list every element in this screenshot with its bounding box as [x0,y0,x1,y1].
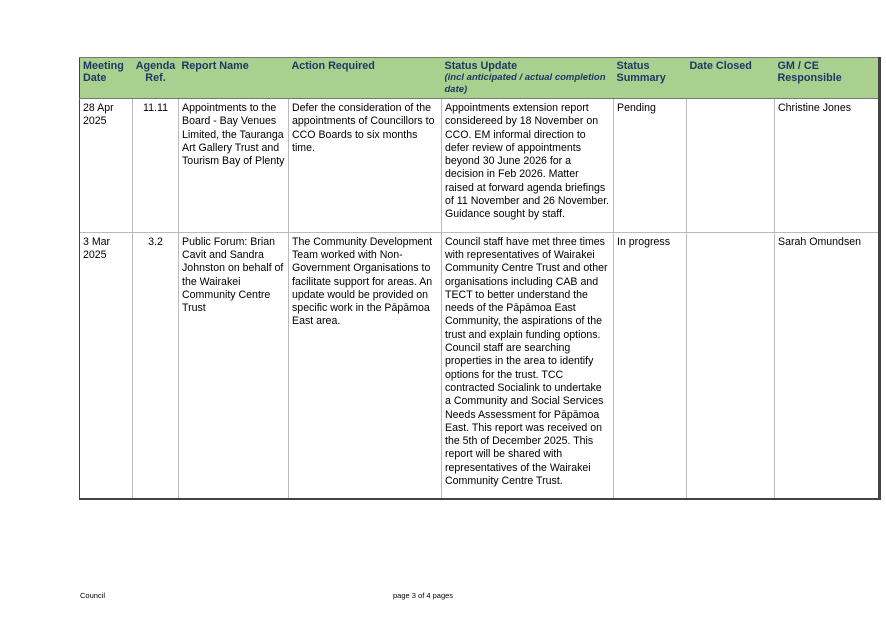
table-header-row [80,58,880,99]
cell-meeting-date: 3 Mar 2025 [80,232,133,499]
cell-status-summary: Pending [614,99,687,233]
cell-action-required: The Community Development Team worked with Non-Government Organisations to facilitate support for areas. An update would be provided on specific work in the Pāpāmoa East area. [289,232,442,499]
cell-gm-ce: Christine Jones [775,99,880,233]
header-status-summary: Status Summary [614,58,687,99]
cell-report-name: Appointments to the Board - Bay Venues Limited, the Tauranga Art Gallery Trust and Tourism Bay of Plenty [179,99,289,233]
cell-agenda-ref: 3.2 [133,232,179,499]
footer-left: Council [80,591,106,600]
header-action-required: Action Required [289,58,442,99]
header-meeting-date: Meeting Date [80,58,133,99]
header-status-update-sub: (incl anticipated / actual completion date) [444,72,606,95]
cell-status-summary: In progress [614,232,687,499]
cell-gm-ce: Sarah Omundsen [775,232,880,499]
header-report-name: Report Name [179,58,289,99]
header-status-update [442,58,614,99]
footer-page-number: page 3 of 4 pages [393,591,454,600]
header-gm-ce: GM / CE Responsible [775,58,880,99]
cell-status-update: Appointments extension report considereed by 18 November on CCO. EM informal direction to defer review of appointments beyond 30 June 2026 for a decision in Feb 2026. Matter raised at forward agenda briefings of 11 November and 26 November. Guidance sought by staff. [442,99,614,233]
header-status-update-label: Status Update [444,60,518,72]
cell-meeting-date: 28 Apr 2025 [80,99,133,233]
cell-date-closed [687,232,775,499]
action-items-table [79,57,881,500]
cell-status-update: Council staff have met three times with representatives of Wairakei Community Centre Trust and other organisations including CAB and TECT to better understand the needs of the Pāpāmoa East Community, the aspirations of the trust and explain funding options. Council staff are searching properties in the area to identify options for the trust. TCC contracted Socialink to undertake a Community and Social Services Needs Assessment for Pāpāmoa East. This report was received on the 5th of December 2025. This report will be shared with representatives of the Wairakei Community Centre Trust. [442,232,614,499]
header-date-closed: Date Closed [687,58,775,99]
table-row [80,232,880,499]
cell-agenda-ref: 11.11 [133,99,179,233]
cell-date-closed [687,99,775,233]
table-row [80,99,880,233]
cell-report-name: Public Forum: Brian Cavit and Sandra Johnston on behalf of the Wairakei Community Centre Trust [179,232,289,499]
cell-action-required: Defer the consideration of the appointments of Councillors to CCO Boards to six months time. [289,99,442,233]
header-agenda-ref: Agenda Ref. [133,58,179,99]
